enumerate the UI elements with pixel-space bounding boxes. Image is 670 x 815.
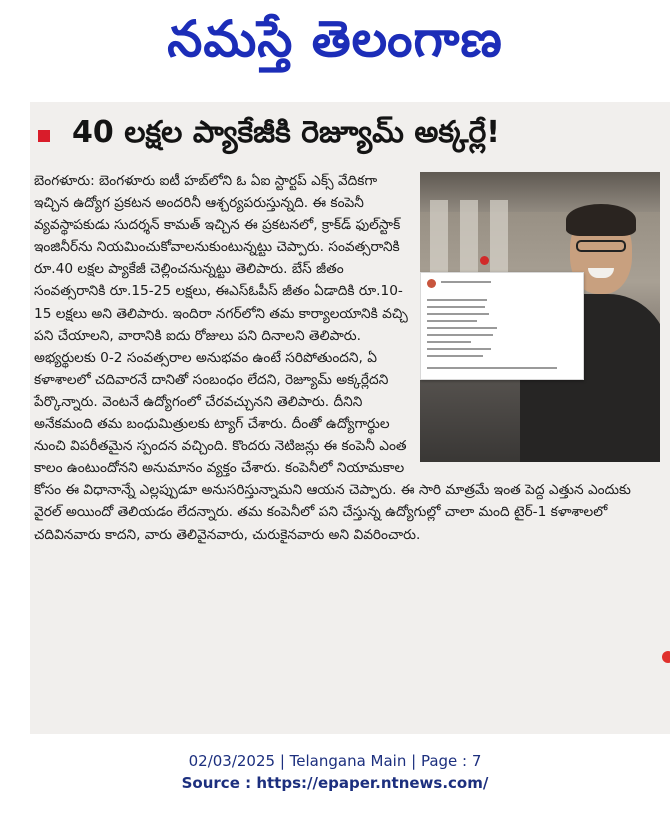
- footer-source: Source : https://epaper.ntnews.com/: [181, 774, 489, 792]
- footer: [0, 750, 670, 794]
- tweet-screenshot: [420, 272, 584, 380]
- article-clipping: [30, 102, 670, 734]
- bullet-icon: [38, 130, 50, 142]
- masthead: [0, 0, 670, 78]
- red-dot-marker: [662, 651, 670, 663]
- footer-date-page: 02/03/2025 | Telangana Main | Page : 7: [188, 752, 482, 770]
- article-body-text: బెంగళూరు: బెంగళూరు ఐటీ హబ్‌లోని ఓ ఏఐ స్టార్టప్ ఎక్స్ వేదికగా ఇచ్చిన ఉద్యోగ ప్రకటన అందరినీ ఆశ్చర్యపరుస్తున్నది. ఈ కంపెనీ వ్యవస్థాపకుడు సుదర్శన్ కామత్ ఇచ్చిన ఈ ప్రకటనలో, క్రాక్‌డ్ ఫుల్‌స్టాక్ ఇంజినీర్‌ను నియమించుకోవాలనుకుంటున్నట్టు చెప్పారు. సంవత్సరానికి రూ.40 లక్షల ప్యాకేజీ చెల్లించనున్నట్టు తెలిపారు. బేస్ జీతం సంవత్సరానికి రూ.15-25 లక్షలు, ఈఎస్‌ఓపీస్ జీతం ఏడాదికి రూ.10-15 లక్షలు అని తెలిపారు. ఇందిరా నగర్‌లోని తమ కార్యాలయానికి వచ్చి పని చేయాలని, వారానికి ఐదు రోజులు పని దినాలని తెలిపారు. అభ్యర్థులకు 0-2 సంవత్సరాల అనుభవం ఉంటే సరిపోతుందని, ఏ కళాశాలలో చదివారనే దానితో సంబంధం లేదని, రెజ్యూమ్ అక్కర్లేదని పేర్కొన్నారు. వెంటనే ఉద్యోగంలో చేరవచ్చునని తెలిపారు. దీనిని అనేకమంది తమ బంధుమిత్రులకు ట్యాగ్ చేశారు. దీంతో ఉద్యోగార్థుల నుంచి విపరీతమైన స్పందన వచ్చింది. కొందరు నెటిజన్లు ఈ కంపెనీ ఎంత కాలం ఉంటుందోనని అనుమానం వ్యక్తం చేశారు. కంపెనీలో నియామకాల కోసం ఈ విధానాన్నే ఎల్లప్పుడూ అనుసరిస్తున్నామని ఆయన చెప్పారు. ఈ సారి మాత్రమే ఇంత పెద్ద ఎత్తున ఎందుకు వైరల్ అయిందో తెలియడం లేదన్నారు. తమ కంపెనీలో పని చేస్తున్న ఉద్యోగుల్లో చాలా మంది టైర్-1 కళాశాలలో చదివినవారు కాదని, వారు తెలివైనవారు, చురుకైనవారు అని వివరించారు.: [34, 173, 631, 543]
- newspaper-logo: నమస్తే తెలంగాణ: [167, 10, 503, 68]
- article-body: [34, 170, 662, 546]
- headline-text: 40 లక్షల ప్యాకేజీకి రెజ్యూమ్ అక్కర్లే!: [72, 115, 500, 150]
- article-photo: [420, 172, 660, 462]
- article-headline: [32, 114, 652, 158]
